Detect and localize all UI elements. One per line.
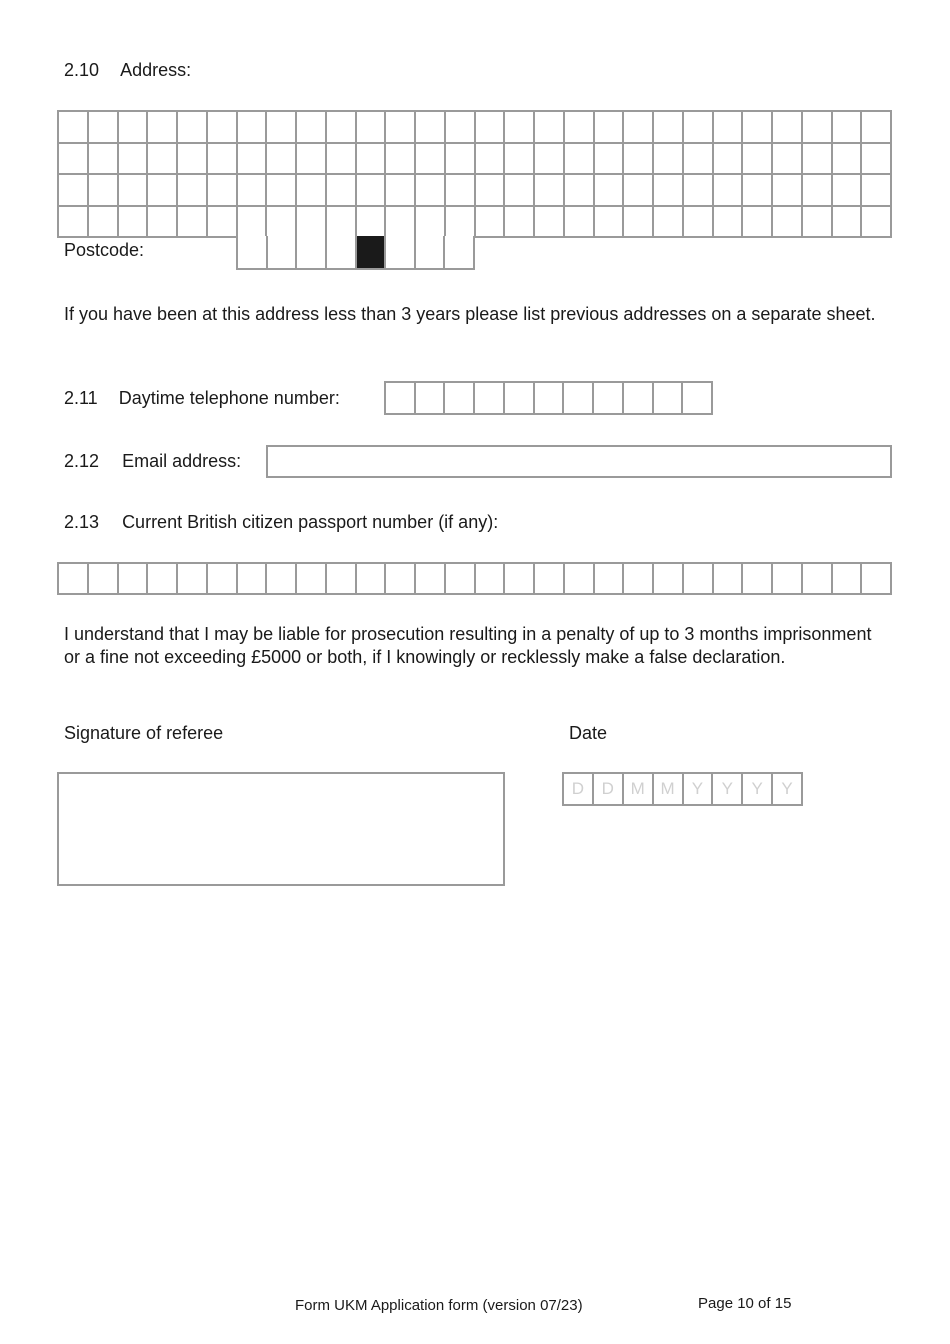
address-cell[interactable] <box>89 144 119 176</box>
address-cell[interactable] <box>505 112 535 144</box>
postcode-cell[interactable] <box>238 236 268 270</box>
telephone-cell[interactable] <box>445 383 475 415</box>
address-cell[interactable] <box>238 144 268 176</box>
address-cell[interactable] <box>684 175 714 207</box>
address-cell[interactable] <box>595 175 625 207</box>
passport-label: Current British citizen passport number (if any): <box>122 512 499 532</box>
address-cell[interactable] <box>654 207 684 239</box>
date-cell[interactable]: M <box>654 774 684 806</box>
passport-cell[interactable] <box>148 564 178 595</box>
postcode-cell[interactable] <box>268 236 298 270</box>
telephone-grid <box>384 381 713 415</box>
address-cell[interactable] <box>624 175 654 207</box>
address-cell[interactable] <box>327 144 357 176</box>
address-cell[interactable] <box>595 144 625 176</box>
address-cell[interactable] <box>416 144 446 176</box>
date-grid <box>562 772 803 806</box>
postcode-grid <box>236 236 475 270</box>
telephone-cell[interactable] <box>416 383 446 415</box>
address-cell[interactable] <box>505 207 535 239</box>
telephone-cell[interactable] <box>475 383 505 415</box>
address-cell[interactable] <box>267 112 297 144</box>
telephone-label: Daytime telephone number: <box>118 388 340 408</box>
passport-cell[interactable] <box>476 564 506 595</box>
postcode-cell[interactable] <box>327 236 357 270</box>
address-cell[interactable] <box>238 207 268 239</box>
address-cell[interactable] <box>386 175 416 207</box>
email-label: Email address: <box>122 451 242 471</box>
address-cell[interactable] <box>59 144 89 176</box>
address-cell[interactable] <box>595 207 625 239</box>
address-label: Address: <box>120 60 192 80</box>
address-heading <box>64 59 191 81</box>
date-cell[interactable]: Y <box>713 774 743 806</box>
address-cell[interactable] <box>386 112 416 144</box>
address-cell[interactable] <box>357 207 387 239</box>
address-cell[interactable] <box>833 207 863 239</box>
postcode-cell[interactable] <box>386 236 416 270</box>
address-cell[interactable] <box>89 175 119 207</box>
address-cell[interactable] <box>446 175 476 207</box>
passport-cell[interactable] <box>386 564 416 595</box>
section-number: 2.11 <box>64 388 98 408</box>
passport-cell[interactable] <box>59 564 89 595</box>
address-cell[interactable] <box>119 175 149 207</box>
address-cell[interactable] <box>714 112 744 144</box>
passport-cell[interactable] <box>267 564 297 595</box>
address-cell[interactable] <box>208 144 238 176</box>
address-cell[interactable] <box>416 175 446 207</box>
address-cell[interactable] <box>535 112 565 144</box>
address-cell[interactable] <box>416 207 446 239</box>
address-cell[interactable] <box>386 144 416 176</box>
date-cell[interactable]: D <box>564 774 594 806</box>
passport-cell[interactable] <box>416 564 446 595</box>
telephone-cell[interactable] <box>535 383 565 415</box>
signature-box[interactable] <box>57 772 505 886</box>
passport-cell[interactable] <box>714 564 744 595</box>
address-cell[interactable] <box>803 144 833 176</box>
address-cell[interactable] <box>327 112 357 144</box>
passport-cell[interactable] <box>238 564 268 595</box>
telephone-cell[interactable] <box>683 383 713 415</box>
address-cell[interactable] <box>535 144 565 176</box>
date-cell[interactable]: Y <box>743 774 773 806</box>
passport-grid <box>57 562 892 595</box>
address-cell[interactable] <box>267 144 297 176</box>
passport-cell[interactable] <box>208 564 238 595</box>
address-cell[interactable] <box>505 175 535 207</box>
address-cell[interactable] <box>59 175 89 207</box>
address-cell[interactable] <box>357 112 387 144</box>
telephone-cell[interactable] <box>505 383 535 415</box>
address-cell[interactable] <box>416 112 446 144</box>
passport-cell[interactable] <box>773 564 803 595</box>
address-cell[interactable] <box>862 112 892 144</box>
address-cell[interactable] <box>743 207 773 239</box>
address-cell[interactable] <box>773 144 803 176</box>
address-cell[interactable] <box>862 207 892 239</box>
telephone-cell[interactable] <box>654 383 684 415</box>
address-cell[interactable] <box>476 144 506 176</box>
address-cell[interactable] <box>297 112 327 144</box>
address-cell[interactable] <box>714 175 744 207</box>
address-cell[interactable] <box>714 207 744 239</box>
passport-cell[interactable] <box>446 564 476 595</box>
date-cell[interactable]: D <box>594 774 624 806</box>
passport-cell[interactable] <box>535 564 565 595</box>
declaration-text: I understand that I may be liable for prosecution resulting in a penalty of up to 3 months imprisonment or a fine not exceeding £5000 or both, if I knowingly or recklessly make a false declaration. <box>64 624 872 667</box>
address-cell[interactable] <box>565 207 595 239</box>
address-cell[interactable] <box>773 207 803 239</box>
address-cell[interactable] <box>476 112 506 144</box>
address-cell[interactable] <box>803 175 833 207</box>
address-cell[interactable] <box>773 175 803 207</box>
telephone-heading <box>64 387 340 409</box>
passport-cell[interactable] <box>327 564 357 595</box>
section-number: 2.12 <box>64 451 100 471</box>
address-cell[interactable] <box>238 112 268 144</box>
passport-cell[interactable] <box>862 564 892 595</box>
passport-cell[interactable] <box>803 564 833 595</box>
address-cell[interactable] <box>535 207 565 239</box>
address-cell[interactable] <box>446 207 476 239</box>
address-cell[interactable] <box>178 112 208 144</box>
address-cell[interactable] <box>119 144 149 176</box>
address-cell[interactable] <box>119 112 149 144</box>
address-cell[interactable] <box>803 112 833 144</box>
address-cell[interactable] <box>148 207 178 239</box>
passport-cell[interactable] <box>505 564 535 595</box>
address-cell[interactable] <box>119 207 149 239</box>
address-cell[interactable] <box>714 144 744 176</box>
address-cell[interactable] <box>833 175 863 207</box>
email-heading <box>64 450 241 472</box>
address-cell[interactable] <box>684 144 714 176</box>
address-cell[interactable] <box>773 112 803 144</box>
telephone-cell[interactable] <box>564 383 594 415</box>
address-cell[interactable] <box>624 207 654 239</box>
passport-cell[interactable] <box>684 564 714 595</box>
address-cell[interactable] <box>297 144 327 176</box>
address-cell[interactable] <box>565 112 595 144</box>
address-cell[interactable] <box>178 207 208 239</box>
passport-cell[interactable] <box>595 564 625 595</box>
date-cell[interactable]: M <box>624 774 654 806</box>
telephone-cell[interactable] <box>624 383 654 415</box>
address-cell[interactable] <box>238 175 268 207</box>
address-cell[interactable] <box>178 144 208 176</box>
address-cell[interactable] <box>595 112 625 144</box>
passport-cell[interactable] <box>89 564 119 595</box>
passport-cell[interactable] <box>743 564 773 595</box>
passport-cell[interactable] <box>833 564 863 595</box>
address-cell[interactable] <box>446 144 476 176</box>
address-cell[interactable] <box>148 112 178 144</box>
address-cell[interactable] <box>89 207 119 239</box>
address-cell[interactable] <box>208 207 238 239</box>
address-cell[interactable] <box>654 144 684 176</box>
passport-cell[interactable] <box>297 564 327 595</box>
address-grid <box>57 110 892 238</box>
address-cell[interactable] <box>148 144 178 176</box>
address-cell[interactable] <box>743 112 773 144</box>
address-cell[interactable] <box>178 175 208 207</box>
address-cell[interactable] <box>624 144 654 176</box>
passport-cell[interactable] <box>119 564 149 595</box>
address-cell[interactable] <box>59 112 89 144</box>
email-field[interactable] <box>266 445 892 478</box>
address-cell[interactable] <box>297 175 327 207</box>
address-cell[interactable] <box>535 175 565 207</box>
address-cell[interactable] <box>89 112 119 144</box>
address-cell[interactable] <box>297 207 327 239</box>
passport-heading <box>64 511 498 533</box>
address-cell[interactable] <box>833 144 863 176</box>
address-cell[interactable] <box>654 175 684 207</box>
footer-form-name: Form UKM Application form (version 07/23) <box>295 1297 583 1314</box>
signature-label: Signature of referee <box>64 723 224 743</box>
address-cell[interactable] <box>565 144 595 176</box>
section-number: 2.13 <box>64 512 100 532</box>
address-cell[interactable] <box>803 207 833 239</box>
date-cell[interactable]: Y <box>773 774 803 806</box>
postcode-cell[interactable] <box>297 236 327 270</box>
address-cell[interactable] <box>59 207 89 239</box>
passport-cell[interactable] <box>565 564 595 595</box>
address-cell[interactable] <box>862 144 892 176</box>
address-cell[interactable] <box>208 112 238 144</box>
address-cell[interactable] <box>267 207 297 239</box>
postcode-cell[interactable] <box>445 236 475 270</box>
address-cell[interactable] <box>743 175 773 207</box>
postcode-label: Postcode: <box>64 240 145 260</box>
section-number: 2.10 <box>64 60 100 80</box>
address-cell[interactable] <box>446 112 476 144</box>
telephone-cell[interactable] <box>594 383 624 415</box>
postcode-cell <box>357 236 387 270</box>
address-cell[interactable] <box>505 144 535 176</box>
address-cell[interactable] <box>565 175 595 207</box>
address-cell[interactable] <box>267 175 297 207</box>
address-cell[interactable] <box>743 144 773 176</box>
address-cell[interactable] <box>862 175 892 207</box>
passport-cell[interactable] <box>624 564 654 595</box>
passport-cell[interactable] <box>357 564 387 595</box>
address-cell[interactable] <box>476 207 506 239</box>
address-cell[interactable] <box>684 112 714 144</box>
address-cell[interactable] <box>357 175 387 207</box>
address-cell[interactable] <box>327 207 357 239</box>
address-cell[interactable] <box>208 175 238 207</box>
address-cell[interactable] <box>357 144 387 176</box>
passport-cell[interactable] <box>178 564 208 595</box>
address-cell[interactable] <box>386 207 416 239</box>
footer-page-number: Page 10 of 15 <box>698 1295 792 1312</box>
date-cell[interactable]: Y <box>684 774 714 806</box>
address-cell[interactable] <box>624 112 654 144</box>
telephone-cell[interactable] <box>386 383 416 415</box>
address-note: If you have been at this address less than 3 years please list previous addresses on a separate sheet. <box>64 304 876 324</box>
address-cell[interactable] <box>148 175 178 207</box>
address-cell[interactable] <box>684 207 714 239</box>
address-cell[interactable] <box>654 112 684 144</box>
date-label: Date <box>569 723 608 743</box>
address-cell[interactable] <box>327 175 357 207</box>
address-cell[interactable] <box>833 112 863 144</box>
passport-cell[interactable] <box>654 564 684 595</box>
postcode-cell[interactable] <box>416 236 446 270</box>
address-cell[interactable] <box>476 175 506 207</box>
